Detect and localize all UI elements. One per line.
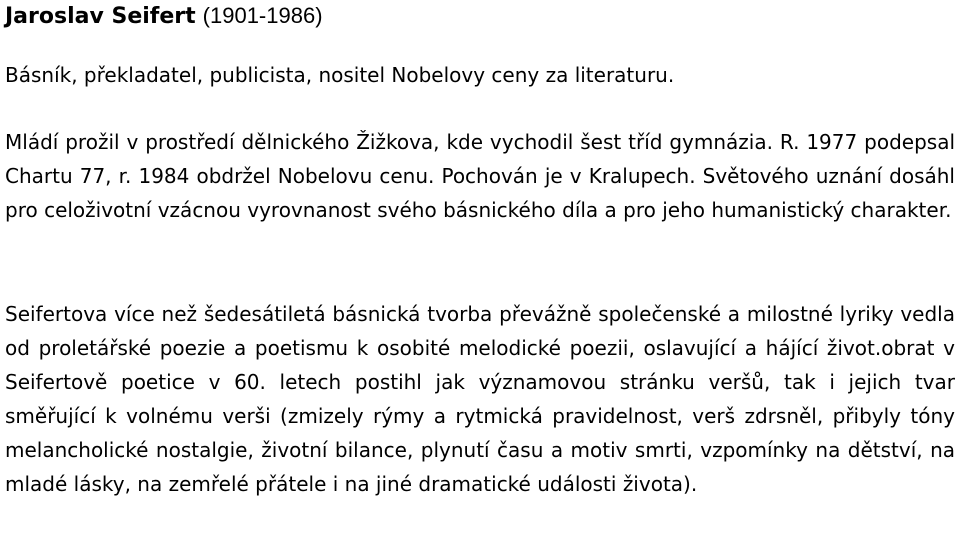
- paragraph-work: Seifertova více než šedesátiletá básnická tvorba převážně společenské a milostné lyriky vedla od proletářské poezie a poetismu k osobité melodické poezii, oslavující a hájící život.obrat v Seifertově poetice v 60. letech postihl jak významovou stránku veršů, tak i jejich tvar směřující k volnému verši (zmizely rýmy a rytmická pravidelnost, verš zdrsněl, přibyly tóny melancholické nostalgie, životní bilance, plynutí času a motiv smrti, vzpomínky na dětství, na mladé lásky, na zemřelé přátele i na jiné dramatické události života).: [5, 302, 955, 496]
- title-years: (1901-1986): [202, 3, 323, 28]
- paragraph-biography: Mládí prožil v prostředí dělnického Žižkova, kde vychodil šest tříd gymnázia. R. 1977 podepsal Chartu 77, r. 1984 obdržel Nobelovu cenu. Pochován je v Kralupech. Světového uznání dosáhl pro celoživotní vzácnou vyrovnanost svého básnického díla a pro jeho humanistický charakter.: [5, 130, 955, 222]
- paragraph-intro: Básník, překladatel, publicista, nositel Nobelovy ceny za literaturu.: [5, 63, 675, 87]
- page-title: [5, 2, 323, 31]
- title-name: Jaroslav Seifert: [5, 4, 196, 29]
